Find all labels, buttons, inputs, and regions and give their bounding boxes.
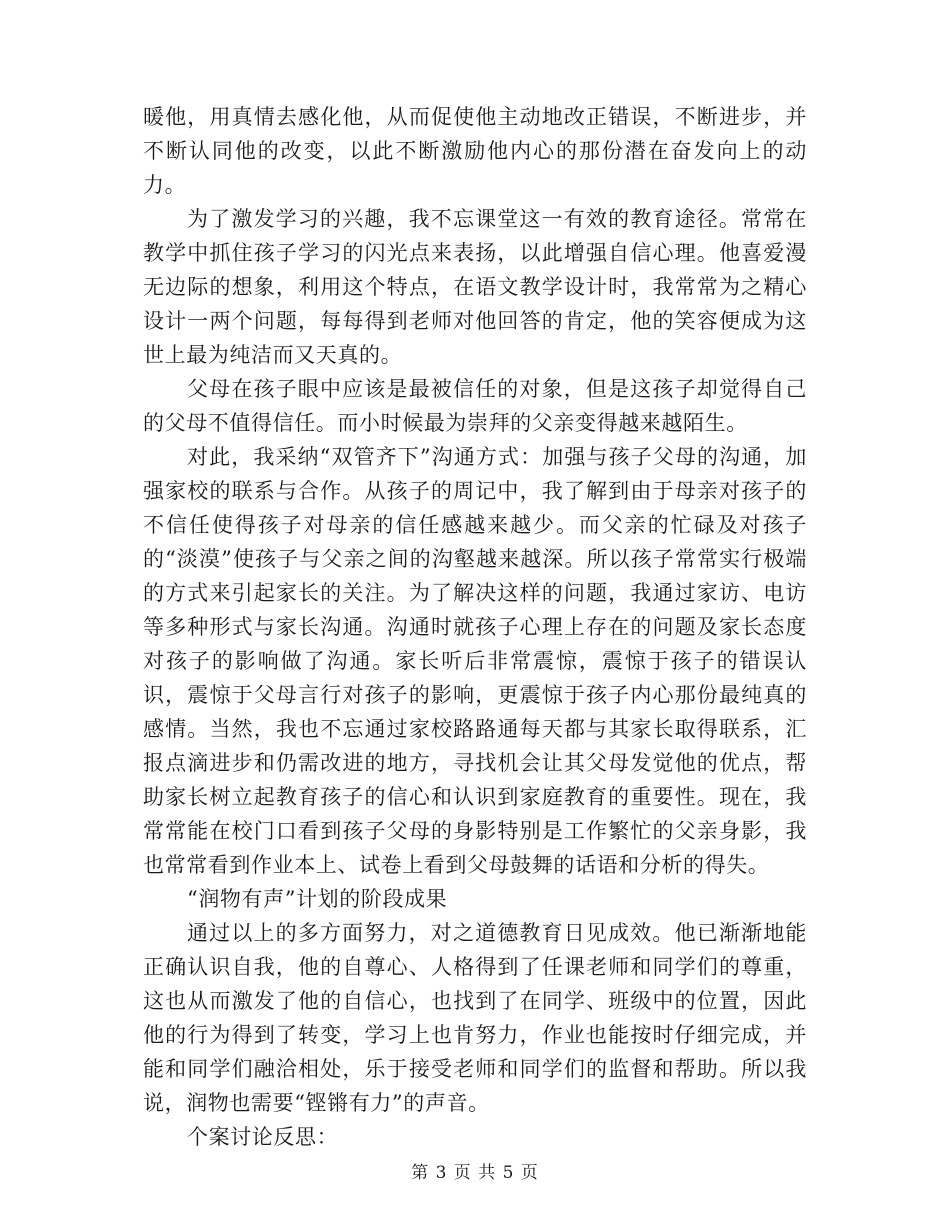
section-heading: “润物有声”计划的阶段成果 xyxy=(187,887,448,911)
page-number-footer: 第 3 页 共 5 页 xyxy=(411,1163,539,1183)
paragraph-3: 父母在孩子眼中应该是最被信任的对象，但是这孩子却觉得自己的父母不值得信任。而小时候最为崇拜的父亲变得越来越陌生。 xyxy=(143,377,807,435)
paragraph-1: 暖他，用真情去感化他，从而促使他主动地改正错误，不断进步，并不断认同他的改变，以此不断激励他内心的那份潜在奋发向上的动力。 xyxy=(143,105,807,197)
document-body xyxy=(143,100,807,1154)
paragraph-5: 通过以上的多方面努力，对之道德教育日见成效。他已渐渐地能正确认识自我，他的自尊心、人格得到了任课老师和同学们的尊重，这也从而激发了他的自信心，也找到了在同学、班级中的位置，因此他的行为得到了转变，学习上也肯努力，作业也能按时仔细完成，并能和同学们融洽相处，乐于接受老师和同学们的监督和帮助。所以我说，润物也需要“铿锵有力”的声音。 xyxy=(143,921,807,1115)
paragraph-2: 为了激发学习的兴趣，我不忘课堂这一有效的教育途径。常常在教学中抓住孩子学习的闪光点来表扬，以此增强自信心理。他喜爱漫无边际的想象，利用这个特点，在语文教学设计时，我常常为之精心设计一两个问题，每每得到老师对他回答的肯定，他的笑容便成为这世上最为纯洁而又天真的。 xyxy=(143,207,807,367)
paragraph-4: 对此，我采纳“双管齐下”沟通方式：加强与孩子父母的沟通，加强家校的联系与合作。从孩子的周记中，我了解到由于母亲对孩子的不信任使得孩子对母亲的信任感越来越少。而父亲的忙碌及对孩子的“淡漠”使孩子与父亲之间的沟壑越来越深。所以孩子常常实行极端的方式来引起家长的关注。为了解决这样的问题，我通过家访、电访等多种形式与家长沟通。沟通时就孩子心理上存在的问题及家长态度对孩子的影响做了沟通。家长听后非常震惊，震惊于孩子的错误认识，震惊于父母言行对孩子的影响，更震惊于孩子内心那份最纯真的感情。当然，我也不忘通过家校路路通每天都与其家长取得联系，汇报点滴进步和仍需改进的地方，寻找机会让其父母发觉他的优点，帮助家长树立起教育孩子的信心和认识到家庭教育的重要性。现在，我常常能在校门口看到孩子父母的身影特别是工作繁忙的父亲身影，我也常常看到作业本上、试卷上看到父母鼓舞的话语和分析的得失。 xyxy=(143,445,807,877)
paragraph-6: 个案讨论反思： xyxy=(187,1125,339,1149)
